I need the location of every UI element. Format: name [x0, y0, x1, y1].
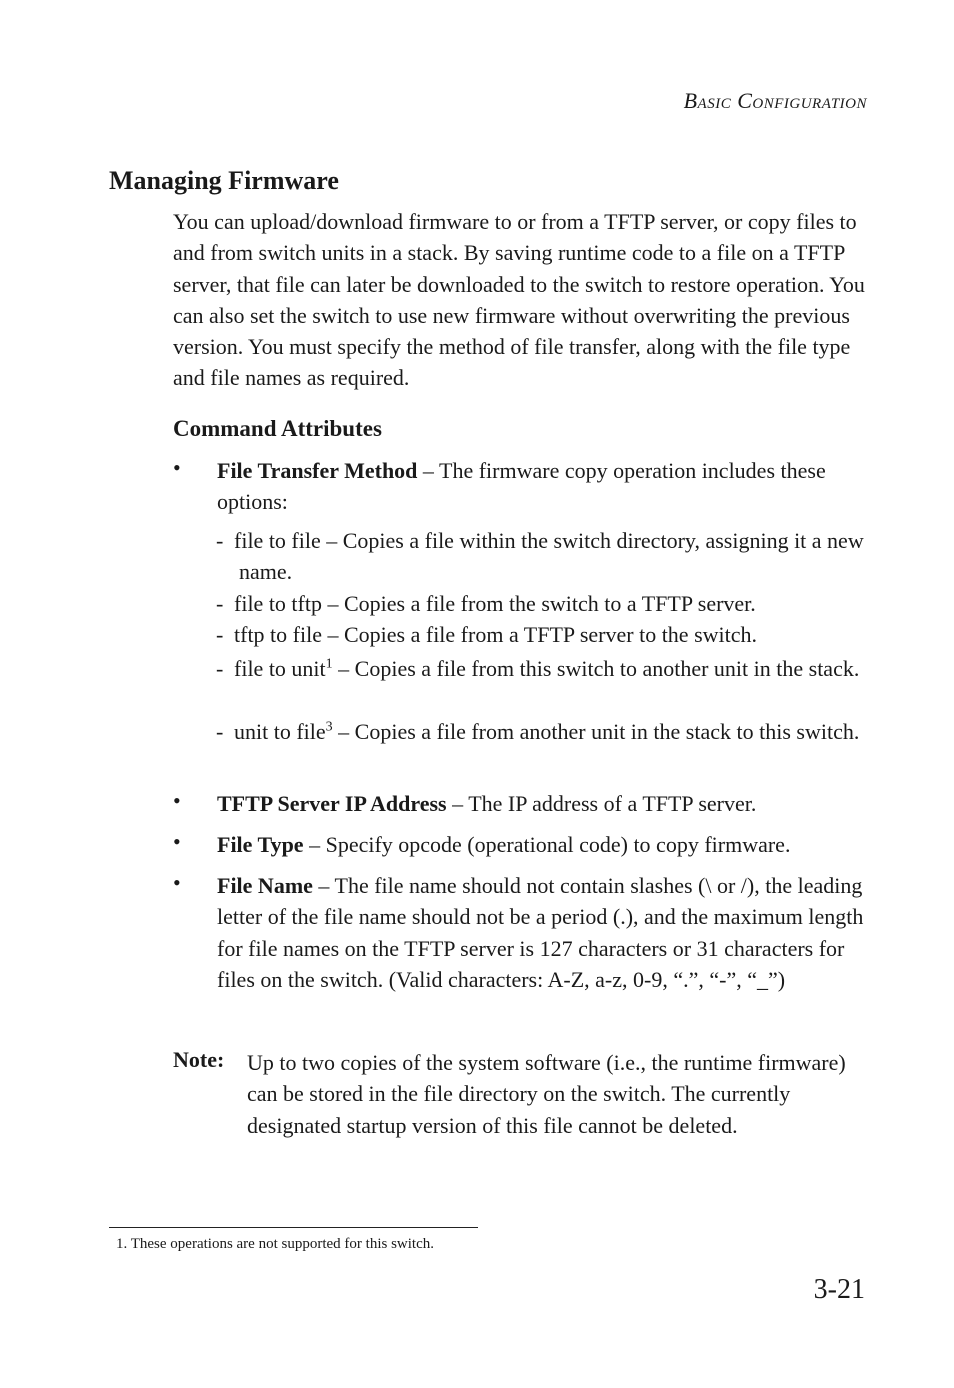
- dash-marker: -: [216, 528, 224, 553]
- attribute-desc: – The IP address of a TFTP server.: [446, 791, 757, 816]
- command-attributes-heading: Command Attributes: [173, 416, 382, 441]
- section-title: Managing Firmware: [109, 166, 339, 195]
- attribute-tftp-server-ip: [217, 788, 872, 819]
- note-label: Note:: [173, 1047, 225, 1072]
- option-name: file to tftp: [234, 591, 322, 616]
- option-name: file to unit: [234, 656, 326, 681]
- option-desc: – Copies a file from this switch to another unit in the stack.: [332, 656, 860, 681]
- attribute-term: TFTP Server IP Address: [217, 791, 447, 816]
- option-desc: – Copies a file within the switch directory, assigning it a new name.: [239, 528, 864, 585]
- dash-marker: -: [216, 719, 224, 744]
- attribute-desc: – Specify opcode (operational code) to copy firmware.: [303, 832, 791, 857]
- sub-option: [216, 525, 866, 588]
- option-desc: – Copies a file from a TFTP server to the switch.: [321, 622, 758, 647]
- attribute-term: File Name: [217, 873, 313, 898]
- sub-option: [216, 653, 866, 684]
- footnote-ref: 1: [325, 656, 333, 672]
- running-header: Basic Configuration: [683, 88, 867, 113]
- footnote: 1. These operations are not supported for this switch.: [116, 1236, 434, 1252]
- note-text: Up to two copies of the system software (i.e., the runtime firmware) can be stored in the file directory on the switch. The currently designated startup version of this file cannot be deleted.: [247, 1050, 846, 1138]
- bullet-marker: •: [173, 829, 181, 854]
- option-name: unit to file: [234, 719, 326, 744]
- bullet-marker: •: [173, 788, 181, 813]
- option-name: tftp to file: [234, 622, 322, 647]
- attribute-desc: – The file name should not contain slashes (\ or /), the leading letter of the file name should not be a period (.), and the maximum length for file names on the TFTP server is 127 characters or 31 characters for files on the switch. (Valid characters: A-Z, a-z, 0-9, “.”, “-”, “_”): [217, 873, 864, 992]
- option-desc: – Copies a file from another unit in the stack to this switch.: [332, 719, 860, 744]
- attribute-file-name: [217, 870, 872, 995]
- dash-marker: -: [216, 656, 224, 681]
- attribute-file-type: [217, 829, 872, 860]
- option-name: file to file: [234, 528, 321, 553]
- intro-paragraph: You can upload/download firmware to or from a TFTP server, or copy files to and from switch units in a stack. By saving runtime code to a file on a TFTP server, that file can later be downloaded to the switch to restore operation. You can also set the switch to use new firmware without overwriting the previous version. You must specify the method of file transfer, along with the file type and file names as required.: [173, 209, 865, 391]
- sub-option: [216, 716, 866, 747]
- dash-marker: -: [216, 622, 224, 647]
- attribute-desc: – The firmware copy operation includes these options:: [217, 458, 826, 515]
- attribute-file-transfer-method: [217, 455, 872, 518]
- attribute-term: File Transfer Method: [217, 458, 418, 483]
- sub-option: [216, 588, 866, 619]
- footnote-ref: 3: [325, 719, 333, 735]
- sub-option: [216, 619, 866, 650]
- bullet-marker: •: [173, 870, 181, 895]
- bullet-marker: •: [173, 455, 181, 480]
- page-number: 3-21: [813, 1274, 865, 1305]
- dash-marker: -: [216, 591, 224, 616]
- option-desc: – Copies a file from the switch to a TFTP server.: [321, 591, 756, 616]
- footnote-rule: [109, 1227, 478, 1228]
- attribute-term: File Type: [217, 832, 304, 857]
